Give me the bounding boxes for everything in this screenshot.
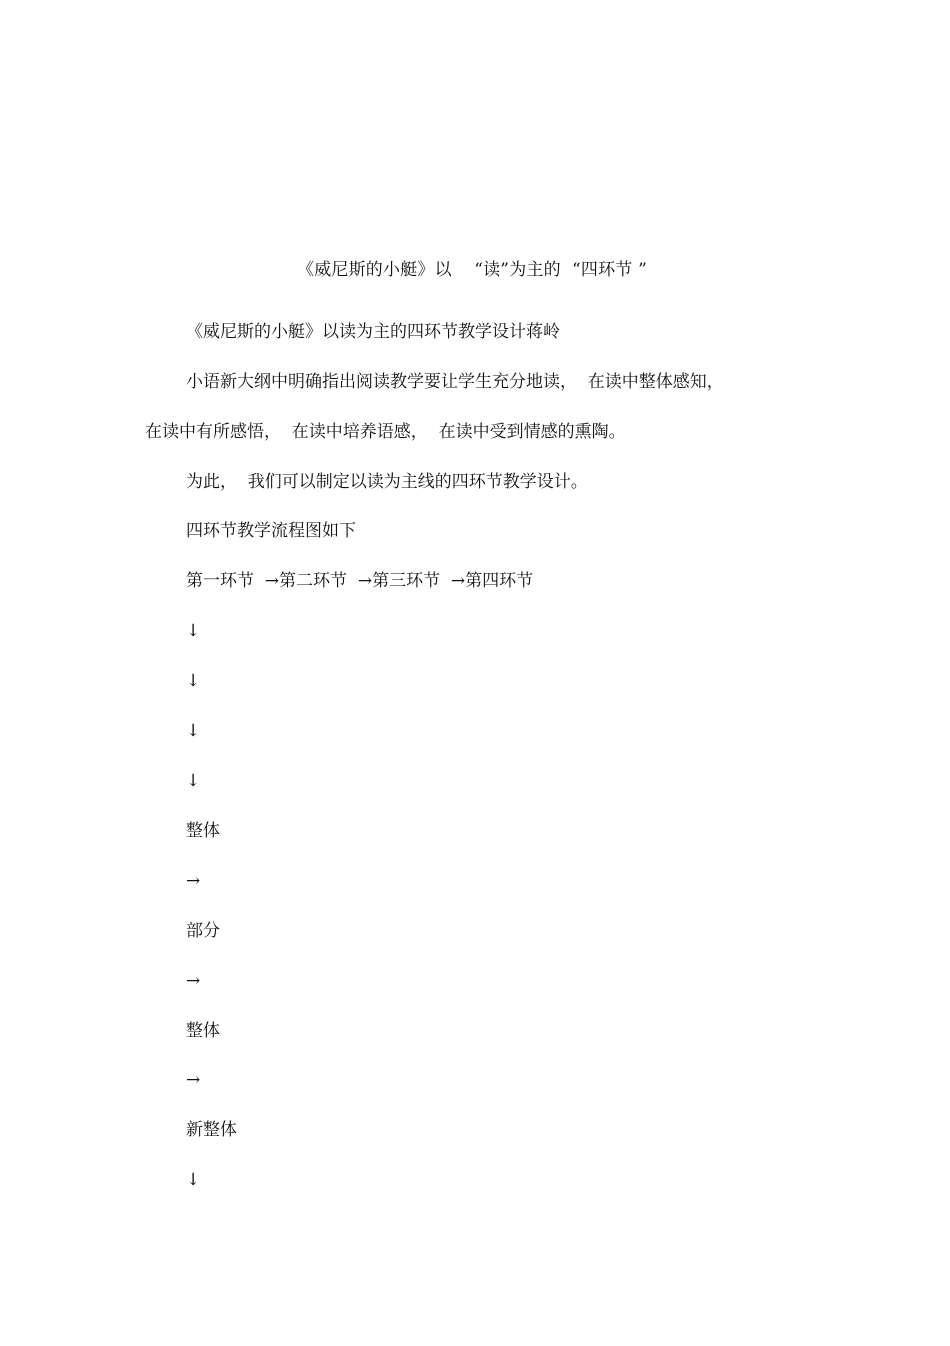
right-arrow: → — [186, 871, 201, 891]
right-arrow: → — [186, 1070, 201, 1090]
paragraph-line: 为此， 我们可以制定以读为主线的四环节教学设计。 — [186, 472, 588, 492]
right-arrow: → — [186, 971, 201, 991]
paragraph-line: 四环节教学流程图如下 — [186, 521, 356, 541]
flow-item: 整体 — [186, 821, 220, 841]
flow-item: 部分 — [186, 921, 220, 941]
flow-steps-line: 第一环节 →第二环节 →第三环节 →第四环节 — [186, 571, 534, 591]
down-arrow: ↓ — [186, 621, 201, 641]
flow-item: 整体 — [186, 1021, 220, 1041]
paragraph-line: 在读中有所感悟， 在读中培养语感， 在读中受到情感的熏陶。 — [145, 422, 626, 442]
down-arrow: ↓ — [186, 1170, 201, 1190]
document-title: 《威尼斯的小艇》以 “读”为主的 “四环节 ” — [297, 260, 647, 280]
paragraph-subtitle: 《威尼斯的小艇》以读为主的四环节教学设计蒋岭 — [186, 322, 560, 342]
down-arrow: ↓ — [186, 721, 201, 741]
paragraph-line: 小语新大纲中明确指出阅读教学要让学生充分地读， 在读中整体感知， — [186, 372, 724, 392]
flow-item: 新整体 — [186, 1120, 237, 1140]
down-arrow: ↓ — [186, 671, 201, 691]
down-arrow: ↓ — [186, 771, 201, 791]
